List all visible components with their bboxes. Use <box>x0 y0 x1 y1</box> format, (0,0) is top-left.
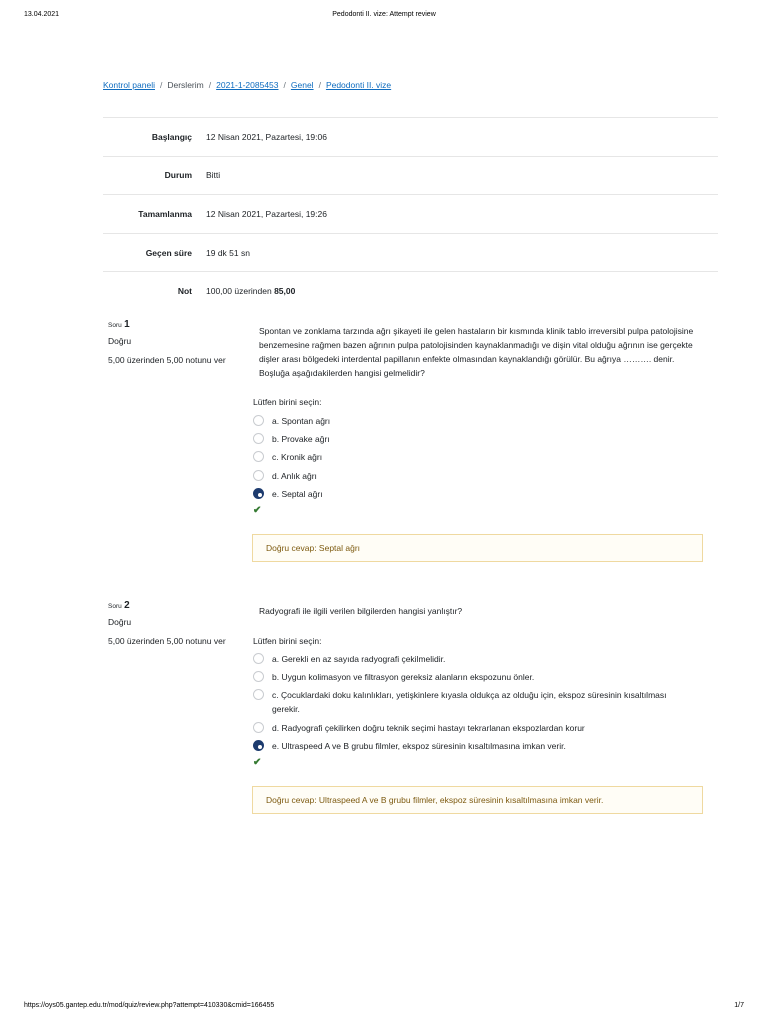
radio-button[interactable] <box>253 451 264 462</box>
question-grade: 5,00 üzerinden 5,00 notunu ver <box>108 636 226 646</box>
summary-label: Başlangıç <box>151 131 192 142</box>
radio-button[interactable] <box>253 433 264 444</box>
summary-value: Bitti <box>206 170 221 181</box>
question-state: Doğru <box>108 336 132 346</box>
question-1-info <box>108 317 233 368</box>
summary-label: Durum <box>164 170 192 181</box>
summary-row-completed <box>103 194 718 233</box>
print-date: 13.04.2021 <box>24 11 60 18</box>
answer-option[interactable] <box>253 670 693 684</box>
radio-button-selected[interactable] <box>253 740 264 751</box>
attempt-summary-table <box>103 117 718 310</box>
breadcrumb-separator: / <box>283 80 286 90</box>
breadcrumb <box>103 80 391 90</box>
answer-label: d. Radyografi çekilirken doğru teknik seçimi hastayı tekrarlanan ekspozlardan korur <box>272 723 585 733</box>
grade-prefix: 100,00 üzerinden <box>206 286 275 297</box>
radio-button[interactable] <box>253 470 264 481</box>
question-2-text: Radyografi ile ilgili verilen bilgilerden hangisi yanlıştır? <box>259 606 463 616</box>
breadcrumb-separator: / <box>159 80 163 90</box>
print-title: Pedodonti II. vize: Attempt review <box>332 11 436 18</box>
breadcrumb-quiz-link[interactable]: Pedodonti II. vize <box>325 80 392 90</box>
answer-option-selected[interactable] <box>253 739 693 753</box>
summary-label: Not <box>177 286 192 297</box>
breadcrumb-my-courses: Derslerim <box>167 80 204 90</box>
answer-option[interactable] <box>253 469 693 483</box>
answer-option[interactable] <box>253 414 693 428</box>
answer-label: a. Spontan ağrı <box>272 416 331 426</box>
check-icon: ✔ <box>253 505 262 516</box>
radio-button[interactable] <box>253 653 264 664</box>
answer-label: d. Anlık ağrı <box>272 471 317 481</box>
answer-option[interactable] <box>253 652 693 666</box>
grade-score: 85,00 <box>274 286 296 297</box>
answer-label: e. Ultraspeed A ve B grubu filmler, ekspoz süresinin kısaltılmasına imkan verir. <box>272 741 566 751</box>
question-1-prompt: Lütfen birini seçin: <box>253 397 322 407</box>
question-2-prompt: Lütfen birini seçin: <box>253 636 322 646</box>
summary-row-started <box>103 117 718 156</box>
summary-row-grade <box>103 271 718 310</box>
summary-value: 19 dk 51 sn <box>206 247 250 258</box>
question-grade: 5,00 üzerinden 5,00 notunu ver <box>108 355 226 365</box>
answer-option-selected[interactable] <box>253 487 693 501</box>
question-number: 2 <box>124 600 130 611</box>
question-label: Soru <box>108 322 122 329</box>
answer-option[interactable] <box>253 721 693 735</box>
question-number: 1 <box>124 319 130 330</box>
answer-label: b. Uygun kolimasyon ve filtrasyon gereksiz alanların ekspozunu önler. <box>272 672 535 682</box>
summary-label: Geçen süre <box>145 247 192 258</box>
question-1-text: Spontan ve zonklama tarzında ağrı şikayeti ile gelen hastaların bir kısmında klinik tablo irreversibl pulpa patolojisine benzemesine rağmen bazen ağrının pulpa patolojisinden kaynaklanmadığı ve dişin vital olduğu ağrının ise gerçekte dişler arası bölgedeki interdental papillanın enfekte olmasından kaynaklandığı görülür. Bu ağrıya ………. denir. Boşluğa aşağıdakilerden hangisi gelmelidir? <box>259 326 694 378</box>
question-state: Doğru <box>108 617 132 627</box>
question-2-info <box>108 598 233 649</box>
print-url: https://oys05.gantep.edu.tr/mod/quiz/review.php?attempt=410330&cmid=166455 <box>24 1002 275 1009</box>
check-icon: ✔ <box>253 757 262 768</box>
summary-value <box>206 286 295 296</box>
answer-option[interactable] <box>253 688 693 716</box>
answer-option[interactable] <box>253 450 693 464</box>
print-page-number: 1/7 <box>734 1002 744 1009</box>
right-answer-text: Doğru cevap: Ultraspeed A ve B grubu filmler, ekspoz süresinin kısaltılmasına imkan verir. <box>266 795 604 805</box>
right-answer-feedback <box>252 534 703 562</box>
breadcrumb-separator: / <box>208 80 212 90</box>
radio-button[interactable] <box>253 689 264 700</box>
summary-row-state <box>103 156 718 195</box>
answer-label: e. Septal ağrı <box>272 489 323 499</box>
answer-label: b. Provake ağrı <box>272 434 330 444</box>
right-answer-feedback <box>252 786 703 814</box>
summary-value: 12 Nisan 2021, Pazartesi, 19:26 <box>206 208 327 219</box>
radio-button-selected[interactable] <box>253 488 264 499</box>
question-label: Soru <box>108 603 122 610</box>
answer-option[interactable] <box>253 432 693 446</box>
breadcrumb-dashboard-link[interactable]: Kontrol paneli <box>103 80 155 90</box>
breadcrumb-separator: / <box>318 80 321 90</box>
summary-row-time-taken <box>103 233 718 272</box>
radio-button[interactable] <box>253 415 264 426</box>
answer-label: c. Kronik ağrı <box>272 452 323 462</box>
right-answer-text: Doğru cevap: Septal ağrı <box>266 543 361 553</box>
radio-button[interactable] <box>253 722 264 733</box>
breadcrumb-section-link[interactable]: Genel <box>290 80 314 90</box>
radio-button[interactable] <box>253 671 264 682</box>
answer-label: c. Çocuklardaki doku kalınlıkları, yetişkinlere kıyasla oldukça az olduğu için, ekspoz süresinin kısaltılması gerekir. <box>272 690 667 714</box>
summary-label: Tamamlanma <box>138 208 192 219</box>
summary-value: 12 Nisan 2021, Pazartesi, 19:06 <box>206 131 327 142</box>
breadcrumb-course-link[interactable]: 2021-1-2085453 <box>216 80 279 90</box>
answer-label: a. Gerekli en az sayıda radyografi çekilmelidir. <box>272 654 446 664</box>
